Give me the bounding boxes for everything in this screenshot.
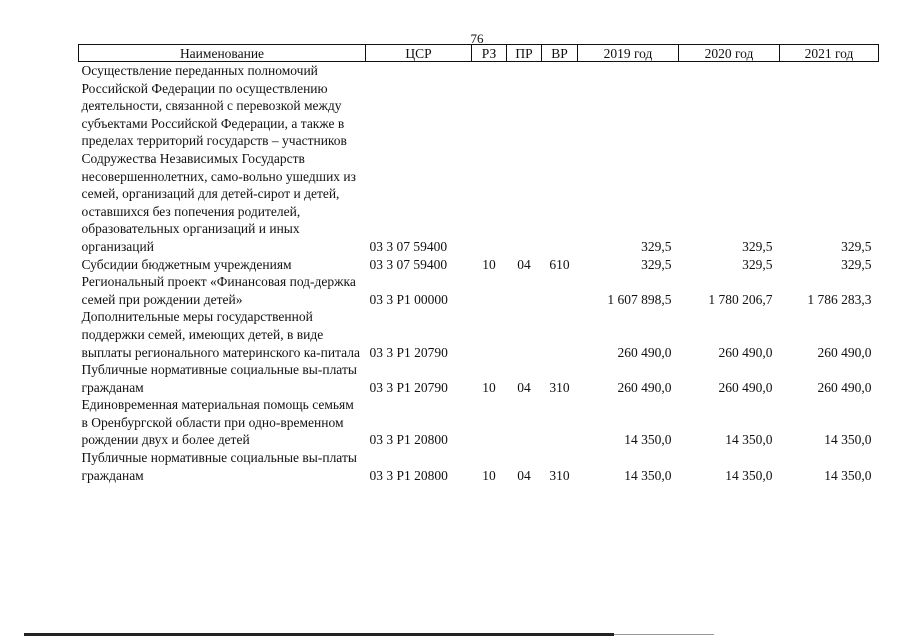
row-pr (507, 62, 542, 256)
table-row (79, 308, 879, 361)
row-2021: 260 490,0 (817, 379, 872, 395)
row-csr: 03 3 07 59400 (369, 256, 448, 272)
page-number: 76 (470, 31, 484, 46)
row-2021: 329,5 (841, 256, 872, 272)
row-2019: 14 350,0 (624, 467, 672, 483)
row-2021: 14 350,0 (824, 432, 872, 448)
row-2021: 329,5 (841, 238, 872, 254)
row-2019: 329,5 (641, 256, 672, 272)
row-csr: 03 3 P1 20790 (369, 344, 448, 360)
bottom-rule (24, 633, 614, 636)
row-2020: 14 350,0 (725, 467, 773, 483)
table-row (79, 256, 879, 274)
row-csr: 03 3 P1 20800 (369, 467, 448, 483)
row-csr: 03 3 07 59400 (369, 238, 448, 254)
row-2020: 14 350,0 (725, 432, 773, 448)
row-name: Единовременная материальная помощь семьям в Оренбургской области при одно-временном рождении двух и более детей (81, 397, 354, 448)
row-2021: 260 490,0 (817, 344, 872, 360)
row-2020: 260 490,0 (718, 379, 773, 395)
row-csr: 03 3 P1 20790 (369, 379, 448, 395)
row-pr (507, 396, 542, 449)
row-vr (542, 308, 578, 361)
row-rz (472, 273, 507, 308)
row-2021: 14 350,0 (824, 467, 872, 483)
row-rz (472, 308, 507, 361)
column-header-2021: 2021 год (780, 45, 879, 62)
table-row (79, 361, 879, 396)
table-header-row (79, 45, 879, 62)
row-rz: 10 (482, 379, 496, 395)
column-header-vr: ВР (542, 45, 578, 62)
row-2019: 14 350,0 (624, 432, 672, 448)
row-pr (507, 308, 542, 361)
row-2021: 1 786 283,3 (807, 291, 872, 307)
row-name: Осуществление переданных полномочий Российской Федерации по осуществлению деятельности, связанной с перевозкой между субъектами Российской Федерации, а также в пределах территорий государств – участников Содружества Независимых Государств несовершеннолетних, само-вольно ушедших из семей, организаций для детей-сирот и детей, оставшихся без попечения родителей, образовательных организаций и иных организаций (81, 63, 356, 254)
row-vr (542, 396, 578, 449)
row-pr: 04 (517, 256, 531, 272)
column-header-2020: 2020 год (679, 45, 780, 62)
row-csr: 03 3 P1 00000 (369, 291, 448, 307)
row-name: Дополнительные меры государственной поддержки семей, имеющих детей, в виде выплаты регионального материнского ка-питала (81, 309, 360, 360)
table-row (79, 396, 879, 449)
row-vr: 310 (549, 467, 570, 483)
column-header-name: Наименование (79, 45, 366, 62)
row-2020: 329,5 (742, 256, 773, 272)
row-vr (542, 62, 578, 256)
table-row (79, 62, 879, 256)
row-rz: 10 (482, 256, 496, 272)
bottom-rule-thin (614, 634, 714, 635)
column-header-2019: 2019 год (578, 45, 679, 62)
table-row (79, 273, 879, 308)
row-name: Публичные нормативные социальные вы-платы гражданам (81, 362, 357, 395)
row-2020: 1 780 206,7 (708, 291, 773, 307)
row-pr: 04 (517, 467, 531, 483)
row-vr: 310 (549, 379, 570, 395)
row-2020: 260 490,0 (718, 344, 773, 360)
row-2019: 260 490,0 (617, 379, 672, 395)
row-name: Публичные нормативные социальные вы-платы гражданам (81, 450, 357, 483)
row-pr (507, 273, 542, 308)
row-rz: 10 (482, 467, 496, 483)
row-2019: 329,5 (641, 238, 672, 254)
table-row (79, 449, 879, 484)
row-name: Региональный проект «Финансовая под-держка семей при рождении детей» (81, 274, 356, 307)
column-header-csr: ЦСР (366, 45, 472, 62)
budget-table (78, 44, 879, 484)
row-vr (542, 273, 578, 308)
column-header-rz: РЗ (472, 45, 507, 62)
row-rz (472, 62, 507, 256)
column-header-pr: ПР (507, 45, 542, 62)
row-rz (472, 396, 507, 449)
row-csr: 03 3 P1 20800 (369, 432, 448, 448)
row-vr: 610 (549, 256, 570, 272)
row-name: Субсидии бюджетным учреждениям (81, 256, 292, 272)
row-2020: 329,5 (742, 238, 773, 254)
row-2019: 260 490,0 (617, 344, 672, 360)
row-pr: 04 (517, 379, 531, 395)
row-2019: 1 607 898,5 (607, 291, 672, 307)
